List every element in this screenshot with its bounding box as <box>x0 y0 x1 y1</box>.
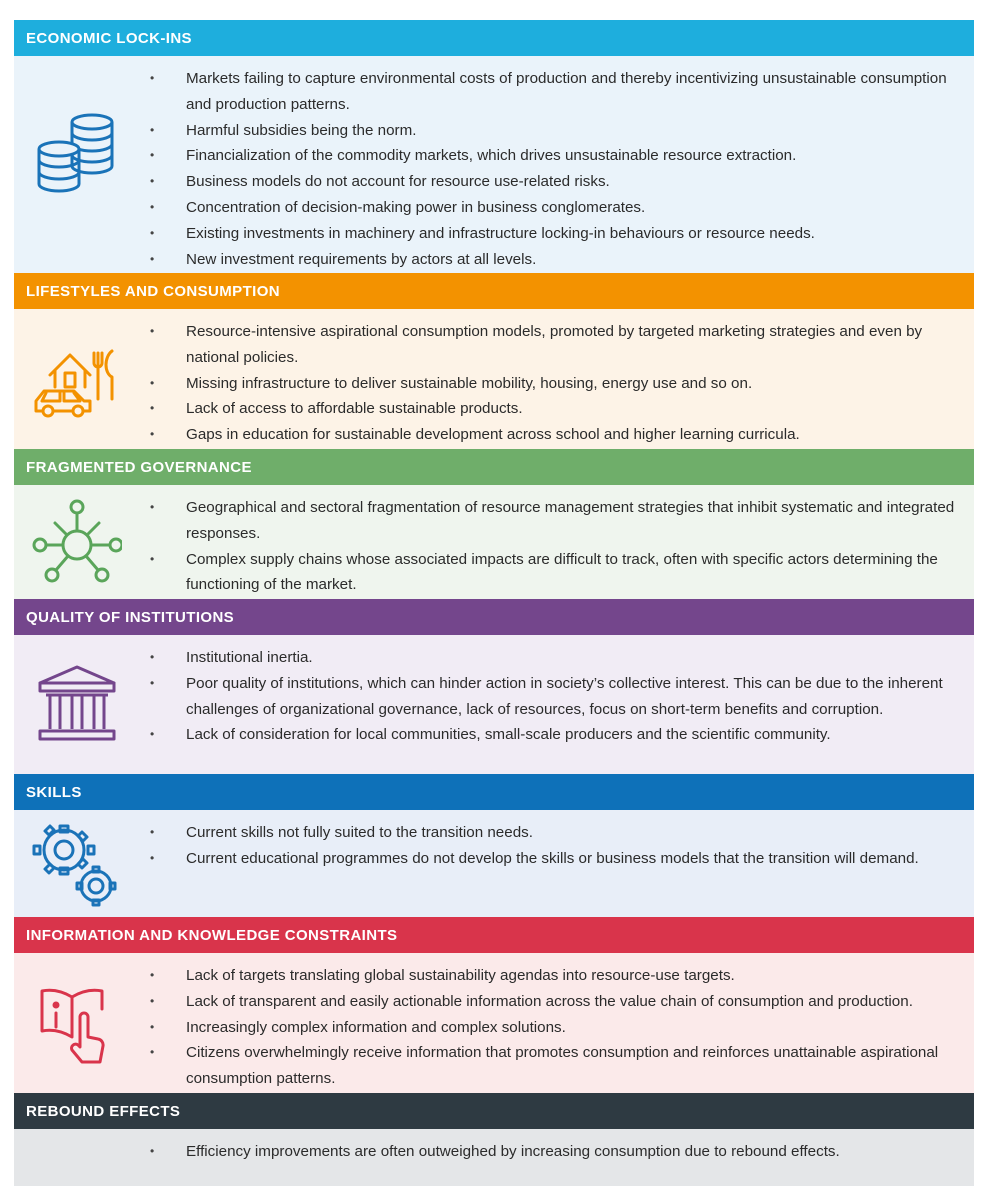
section-information-and-knowledge-constraints <box>14 917 974 1094</box>
section-skills <box>14 774 974 917</box>
list-item: • Increasingly complex information and complex solutions. <box>150 1015 964 1041</box>
section-rebound-effects <box>14 1093 974 1186</box>
list-item: • Complex supply chains whose associated impacts are difficult to track, often with specific actors determining the functioning of the market. <box>150 547 964 599</box>
coins-stack-icon <box>32 104 122 194</box>
network-hub-icon <box>32 497 122 587</box>
list-item: • Citizens overwhelmingly receive information that promotes consumption and reinforces unattainable aspirational consumption patterns. <box>150 1040 964 1092</box>
section-header: REBOUND EFFECTS <box>14 1093 974 1129</box>
item-list <box>150 495 964 598</box>
section-body <box>14 485 974 599</box>
item-list <box>150 66 964 272</box>
list-item: • Resource-intensive aspirational consumption models, promoted by targeted marketing strategies and even by national policies. <box>150 319 964 371</box>
list-item: • Concentration of decision-making power in business conglomerates. <box>150 195 964 221</box>
section-header: ECONOMIC LOCK-INS <box>14 20 974 56</box>
institution-building-icon <box>32 661 122 751</box>
list-item: • Markets failing to capture environmental costs of production and thereby incentivizing unsustainable consumption and production patterns. <box>150 66 964 118</box>
list-item: • Efficiency improvements are often outweighed by increasing consumption due to rebound effects. <box>150 1139 964 1165</box>
section-header: LIFESTYLES AND CONSUMPTION <box>14 273 974 309</box>
list-item: • Lack of targets translating global sustainability agendas into resource-use targets. <box>150 963 964 989</box>
section-economic-lock-ins <box>14 20 974 273</box>
list-item: • Harmful subsidies being the norm. <box>150 118 964 144</box>
list-item: • New investment requirements by actors at all levels. <box>150 247 964 273</box>
section-body <box>14 309 974 449</box>
item-list <box>150 963 964 1092</box>
section-header: SKILLS <box>14 774 974 810</box>
house-car-cutlery-icon <box>32 331 122 421</box>
section-quality-of-institutions <box>14 599 974 774</box>
list-item: • Current educational programmes do not develop the skills or business models that the transition will demand. <box>150 846 964 872</box>
list-item: • Current skills not fully suited to the transition needs. <box>150 820 964 846</box>
gears-icon <box>32 820 122 910</box>
list-item: • Poor quality of institutions, which can hinder action in society’s collective interest. This can be due to the inherent challenges of organizational governance, lack of resources, focus on short-term benefits and corruption. <box>150 671 964 723</box>
info-hand-icon <box>32 983 122 1073</box>
list-item: • Lack of transparent and easily actionable information across the value chain of consumption and production. <box>150 989 964 1015</box>
section-header: FRAGMENTED GOVERNANCE <box>14 449 974 485</box>
section-body <box>14 1129 974 1186</box>
list-item: • Existing investments in machinery and infrastructure locking-in behaviours or resource needs. <box>150 221 964 247</box>
section-body <box>14 56 974 273</box>
item-list <box>150 645 964 748</box>
item-list <box>150 820 964 872</box>
list-item: • Missing infrastructure to deliver sustainable mobility, housing, energy use and so on. <box>150 371 964 397</box>
section-fragmented-governance <box>14 449 974 599</box>
list-item: • Geographical and sectoral fragmentation of resource management strategies that inhibit systematic and integrated responses. <box>150 495 964 547</box>
section-body <box>14 635 974 774</box>
section-lifestyles-and-consumption <box>14 273 974 449</box>
list-item: • Lack of consideration for local communities, small-scale producers and the scientific community. <box>150 722 964 748</box>
section-body <box>14 810 974 917</box>
section-header: INFORMATION AND KNOWLEDGE CONSTRAINTS <box>14 917 974 953</box>
section-body <box>14 953 974 1094</box>
list-item: • Business models do not account for resource use-related risks. <box>150 169 964 195</box>
list-item: • Institutional inertia. <box>150 645 964 671</box>
list-item: • Gaps in education for sustainable development across school and higher learning curricula. <box>150 422 964 448</box>
list-item: • Financialization of the commodity markets, which drives unsustainable resource extraction. <box>150 143 964 169</box>
list-item: • Lack of access to affordable sustainable products. <box>150 396 964 422</box>
item-list <box>150 1139 964 1165</box>
section-header: QUALITY OF INSTITUTIONS <box>14 599 974 635</box>
item-list <box>150 319 964 448</box>
